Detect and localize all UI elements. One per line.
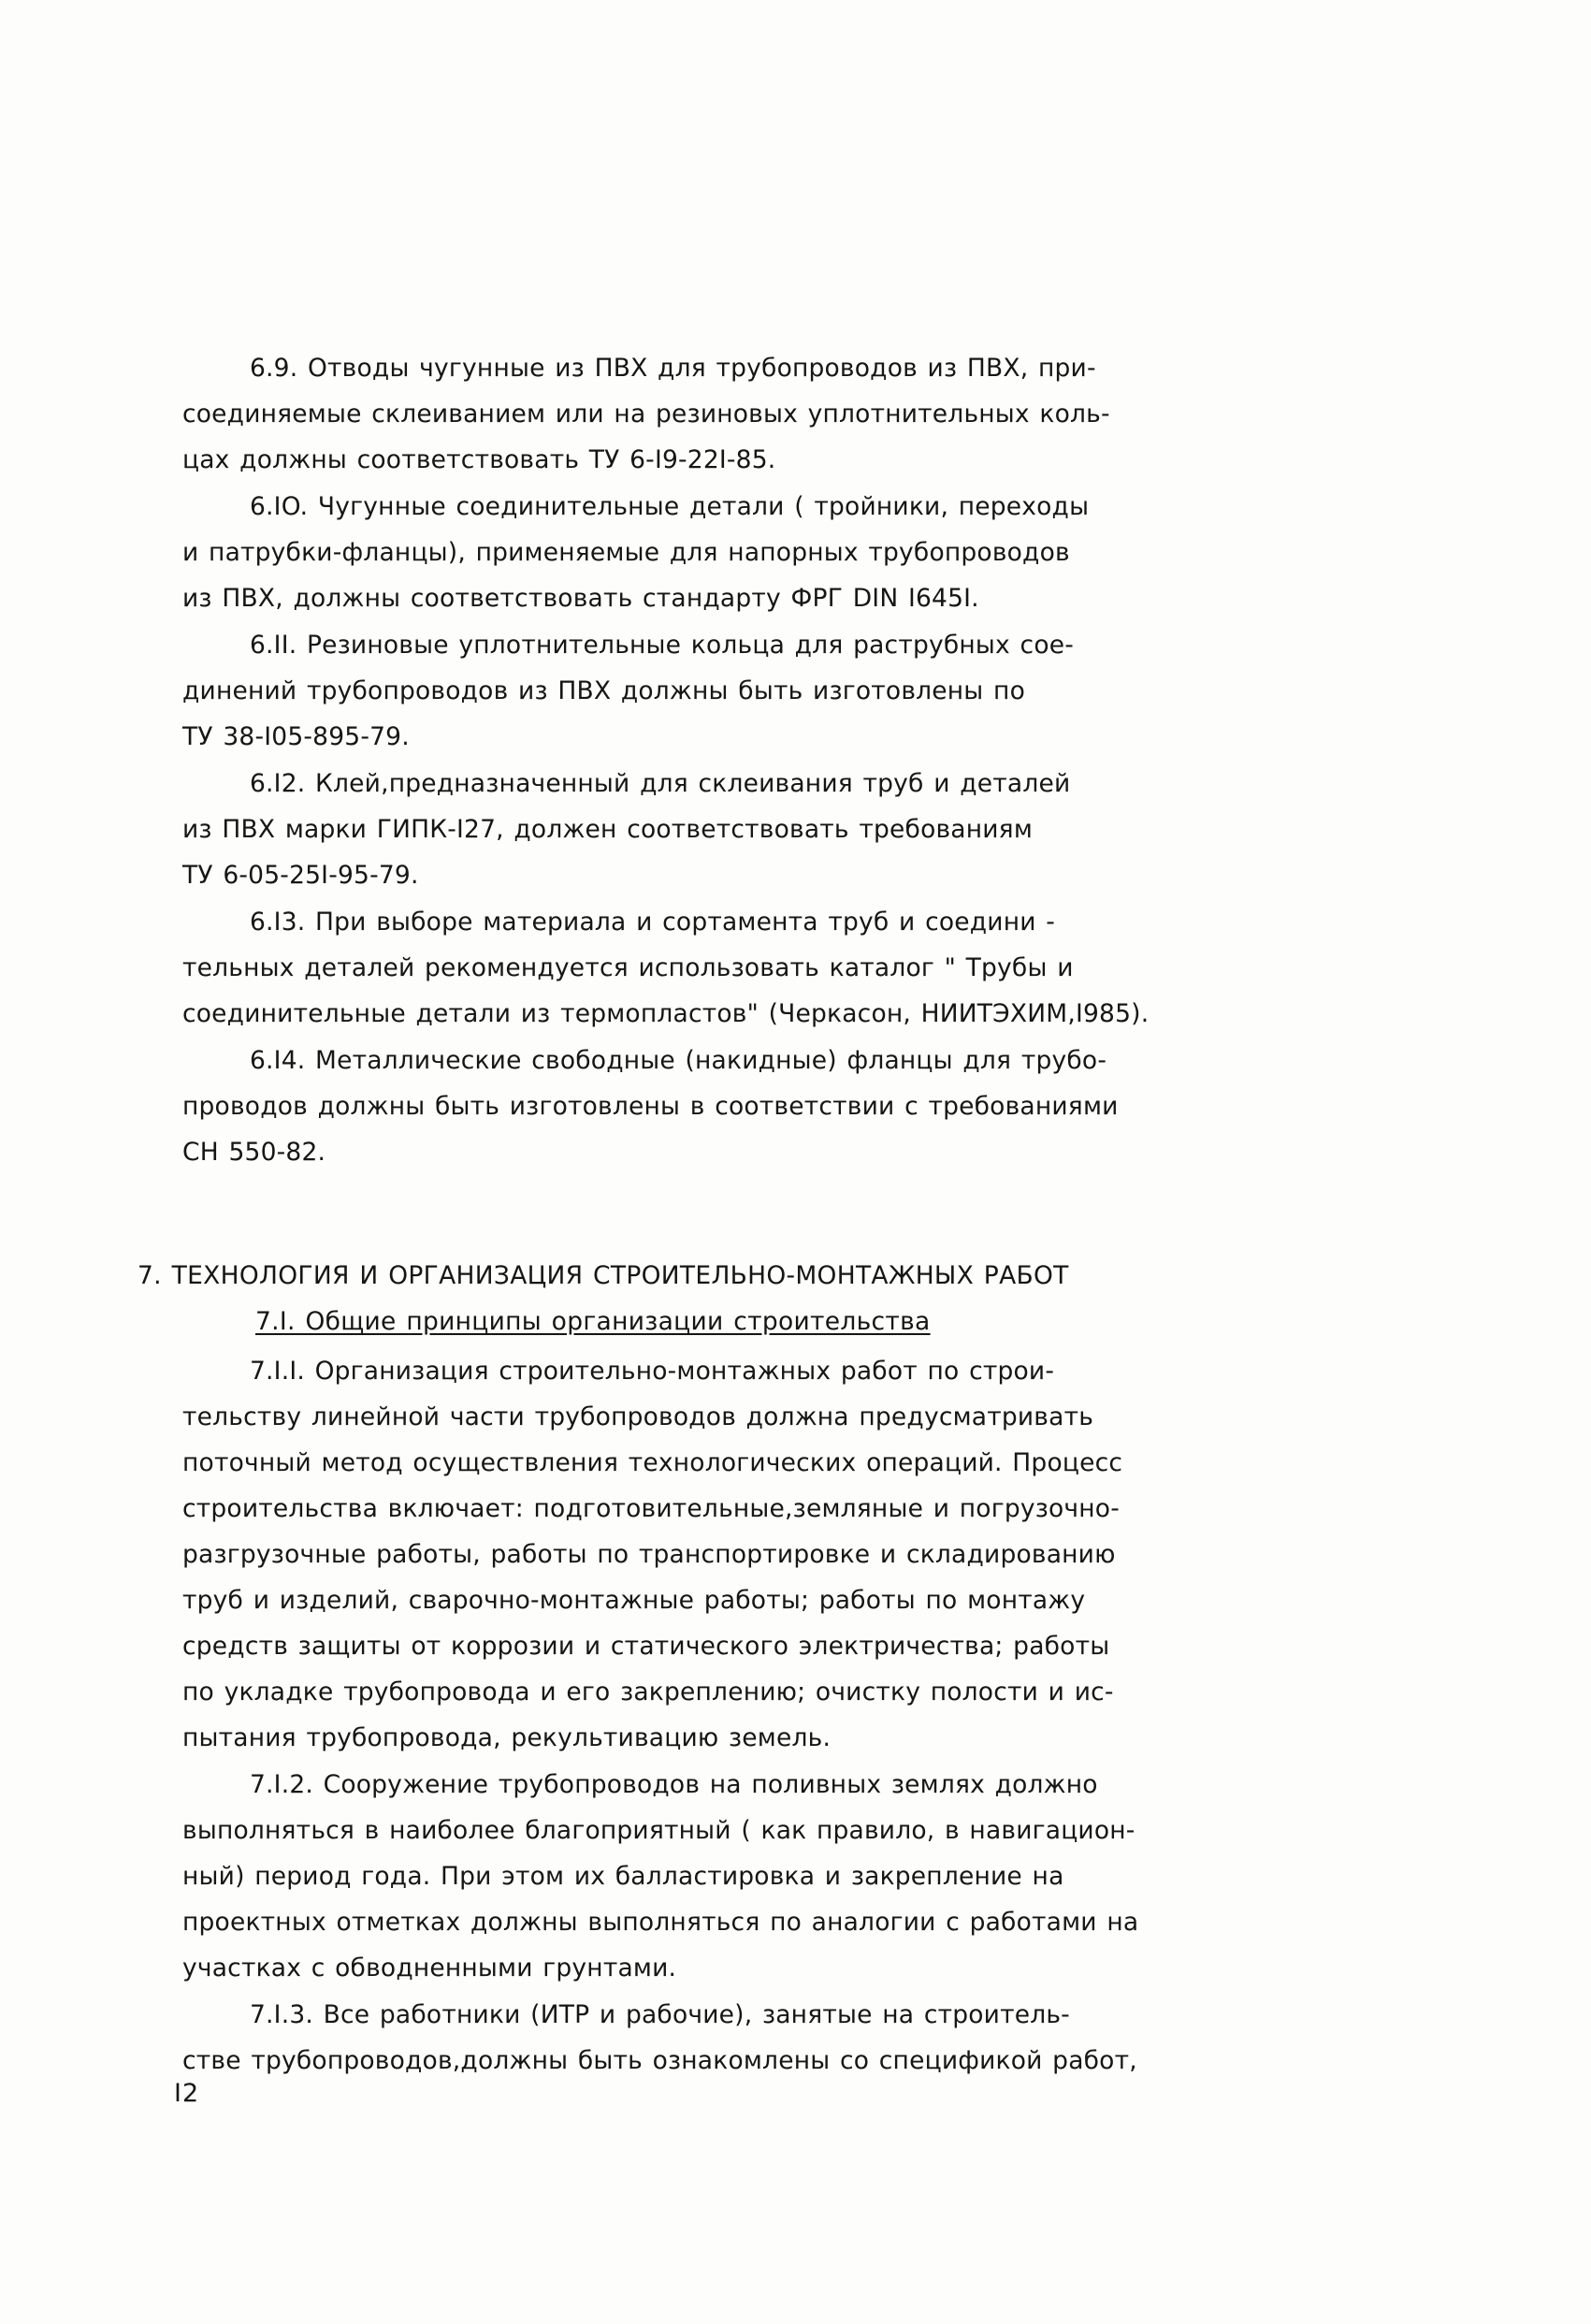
paragraph-6-10 xyxy=(182,485,1398,620)
subheading-wrapper xyxy=(182,1297,1398,1349)
paragraph-line xyxy=(182,1808,1398,1852)
line-text: разгрузочные работы, работы по транспортировке и складированию xyxy=(182,1540,1116,1569)
line-text: 7.I.2. Сооружение трубопроводов на поливных землях должно xyxy=(250,1770,1098,1799)
line-text: СН 550-82. xyxy=(182,1138,326,1167)
line-text: из ПВХ, должны соответствовать стандарту ФРГ DIN I645I. xyxy=(182,584,979,613)
paragraph-6-13 xyxy=(182,900,1398,1036)
paragraph-line xyxy=(182,1084,1398,1128)
line-text: пытания трубопровода, рекультивацию земель. xyxy=(182,1723,832,1752)
paragraph-7-1-3 xyxy=(182,1993,1398,2083)
section-7-1-subheading: 7.I. Общие принципы организации строительства xyxy=(255,1307,931,1336)
paragraph-line xyxy=(182,807,1398,851)
page-content xyxy=(137,346,1398,2085)
line-text: участках с обводненными грунтами. xyxy=(182,1954,677,1983)
paragraph-line xyxy=(182,438,1398,482)
paragraph-line xyxy=(182,2039,1398,2083)
page-number: I2 xyxy=(174,2079,200,2108)
line-text: ТУ 6-05-25I-95-79. xyxy=(182,861,419,890)
paragraph-line xyxy=(182,1763,1398,1807)
line-text: 6.I4. Металлические свободные (накидные) фланцы для трубо- xyxy=(250,1046,1107,1075)
line-text: 6.I3. При выборе материала и сортамента труб и соедини - xyxy=(250,908,1056,937)
line-text: тельных деталей рекомендуется использовать каталог " Трубы и xyxy=(182,953,1074,982)
line-text: динений трубопроводов из ПВХ должны быть изготовлены по xyxy=(182,676,1025,705)
line-text: проектных отметках должны выполняться по аналогии с работами на xyxy=(182,1908,1139,1937)
line-text: и патрубки-фланцы), применяемые для напорных трубопроводов xyxy=(182,538,1070,567)
paragraph-line xyxy=(182,1624,1398,1668)
section-7-heading: 7. ТЕХНОЛОГИЯ И ОРГАНИЗАЦИЯ СТРОИТЕЛЬНО-МОНТАЖНЫХ РАБОТ xyxy=(137,1261,1069,1290)
paragraph-line xyxy=(182,946,1398,990)
line-text: цах должны соответствовать ТУ 6-I9-22I-85. xyxy=(182,445,776,474)
paragraph-7-1-1 xyxy=(182,1349,1398,1760)
line-text: труб и изделий, сварочно-монтажные работы; работы по монтажу xyxy=(182,1586,1086,1615)
paragraph-6-9 xyxy=(182,346,1398,482)
paragraph-line xyxy=(182,669,1398,713)
paragraph-line xyxy=(182,1039,1398,1082)
paragraph-7-1-2 xyxy=(182,1763,1398,1990)
paragraph-line xyxy=(182,900,1398,944)
line-text: ТУ 38-I05-895-79. xyxy=(182,722,410,751)
section-spacer xyxy=(182,1177,1398,1256)
line-text: строительства включает: подготовительные,земляные и погрузочно- xyxy=(182,1494,1120,1523)
paragraph-6-12 xyxy=(182,762,1398,897)
paragraph-line xyxy=(182,715,1398,759)
paragraph-line xyxy=(182,992,1398,1036)
paragraph-line xyxy=(182,485,1398,529)
paragraph-line xyxy=(182,1349,1398,1393)
paragraph-line xyxy=(182,392,1398,436)
line-text: 7.I.I. Организация строительно-монтажных работ по строи- xyxy=(250,1357,1055,1386)
line-text: соединительные детали из термопластов" (Черкасон, НИИТЭХИМ,I985). xyxy=(182,999,1150,1028)
line-text: ный) период года. При этом их балластировка и закрепление на xyxy=(182,1862,1064,1891)
paragraph-line xyxy=(182,1532,1398,1576)
paragraph-line xyxy=(182,1716,1398,1760)
line-text: по укладке трубопровода и его закреплению; очистку полости и ис- xyxy=(182,1678,1114,1707)
line-text: средств защиты от коррозии и статического электричества; работы xyxy=(182,1632,1110,1661)
line-text: 6.I2. Клей,предназначенный для склеивания труб и деталей xyxy=(250,769,1071,798)
line-text: 6.9. Отводы чугунные из ПВХ для трубопроводов из ПВХ, при- xyxy=(250,354,1096,383)
paragraph-line xyxy=(182,576,1398,620)
paragraph-6-11 xyxy=(182,623,1398,759)
paragraph-line xyxy=(182,1854,1398,1898)
line-text: поточный метод осуществления технологических операций. Процесс xyxy=(182,1448,1123,1477)
line-text: тельству линейной части трубопроводов должна предусматривать xyxy=(182,1402,1094,1431)
paragraph-line xyxy=(182,530,1398,574)
paragraph-line xyxy=(182,623,1398,667)
paragraph-line xyxy=(182,853,1398,897)
paragraph-line xyxy=(182,1993,1398,2037)
line-text: соединяемые склеиванием или на резиновых уплотнительных коль- xyxy=(182,399,1110,428)
line-text: выполняться в наиболее благоприятный ( как правило, в навигацион- xyxy=(182,1816,1135,1845)
paragraph-line xyxy=(182,1670,1398,1714)
paragraph-6-14 xyxy=(182,1039,1398,1174)
paragraph-line xyxy=(182,1395,1398,1439)
paragraph-line xyxy=(182,1946,1398,1990)
paragraph-line xyxy=(182,1441,1398,1485)
line-text: стве трубопроводов,должны быть ознакомлены со спецификой работ, xyxy=(182,2046,1137,2075)
paragraph-line xyxy=(182,1130,1398,1174)
paragraph-line xyxy=(182,1487,1398,1531)
line-text: 6.IO. Чугунные соединительные детали ( тройники, переходы xyxy=(250,492,1090,521)
line-text: 6.II. Резиновые уплотнительные кольца для раструбных сое- xyxy=(250,631,1075,660)
paragraph-line xyxy=(182,762,1398,806)
paragraph-line xyxy=(182,346,1398,390)
line-text: из ПВХ марки ГИПК-I27, должен соответствовать требованиям xyxy=(182,815,1034,844)
line-text: проводов должны быть изготовлены в соответствии с требованиями xyxy=(182,1092,1119,1121)
paragraph-line xyxy=(182,1900,1398,1944)
line-text: 7.I.3. Все работники (ИТР и рабочие), занятые на строитель- xyxy=(250,2000,1070,2029)
paragraph-line xyxy=(182,1578,1398,1622)
